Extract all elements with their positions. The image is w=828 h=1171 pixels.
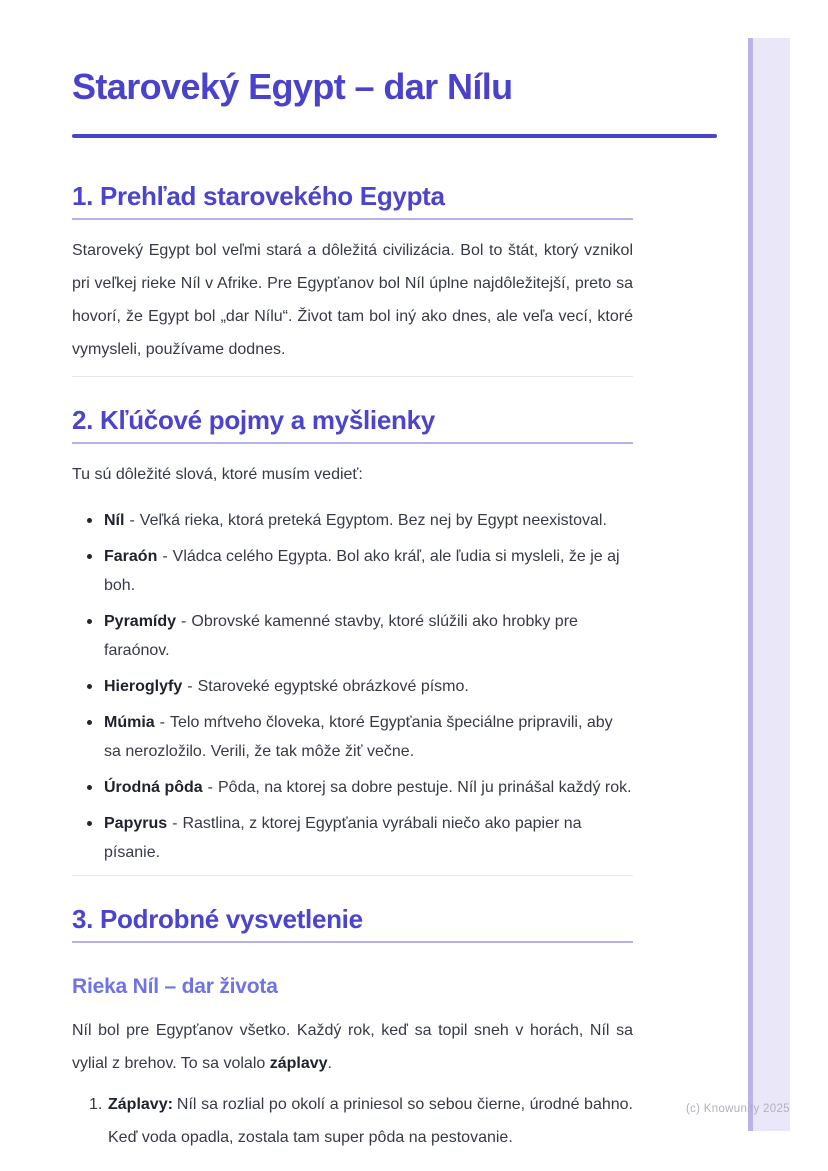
bullet-icon <box>87 684 92 689</box>
list-item <box>72 607 633 665</box>
term-separator: - <box>162 548 168 565</box>
item-number: 1. <box>89 1096 103 1113</box>
bullet-icon <box>87 554 92 559</box>
bold-keyword: záplavy <box>269 1055 328 1072</box>
term-separator: - <box>207 779 213 796</box>
bullet-icon <box>87 821 92 826</box>
term-definition: Staroveké egyptské obrázkové písmo. <box>197 678 469 695</box>
page-title: Staroveký Egypt – dar Nílu <box>72 66 513 107</box>
title-rule <box>72 134 717 138</box>
item-text: Níl sa rozlial po okolí a priniesol so sebou čierne, úrodné bahno. Keď voda opadla, zostala tam super pôda na pestovanie. <box>108 1096 633 1146</box>
section-heading-overview: 1. Prehľad starovekého Egypta <box>72 180 633 220</box>
term-separator: - <box>172 815 178 832</box>
section-details <box>72 903 717 1154</box>
subsection-heading-nile: Rieka Níl – dar života <box>72 975 278 998</box>
term-separator: - <box>129 512 135 529</box>
term-definition: Pôda, na ktorej sa dobre pestuje. Níl ju prinášal každý rok. <box>218 779 632 796</box>
paragraph-text: . <box>327 1055 332 1072</box>
page-edge-strip <box>748 38 790 1131</box>
term-label: Papyrus <box>104 815 168 832</box>
term-separator: - <box>159 714 165 731</box>
list-item <box>72 809 633 867</box>
list-item <box>72 708 633 766</box>
term-definition: Telo mŕtveho človeka, ktoré Egypťania špeciálne pripravili, aby sa nerozložilo. Verili, že tak môže žiť večne. <box>104 714 613 760</box>
numbered-item <box>72 1088 633 1154</box>
term-label: Pyramídy <box>104 613 177 630</box>
term-definition: Vládca celého Egypta. Bol ako kráľ, ale ľudia si mysleli, že je aj boh. <box>104 548 620 594</box>
concepts-list <box>72 506 633 867</box>
term-separator: - <box>187 678 193 695</box>
copyright-watermark: (c) Knowunity 2025 <box>686 1103 790 1115</box>
term-label: Níl <box>104 512 125 529</box>
list-item <box>72 672 633 701</box>
list-item <box>72 542 633 600</box>
details-numbered-list <box>72 1088 633 1154</box>
term-definition: Obrovské kamenné stavby, ktoré slúžili ako hrobky pre faraónov. <box>104 613 578 659</box>
section-divider <box>72 376 633 377</box>
term-definition: Veľká rieka, ktorá preteká Egyptom. Bez nej by Egypt neexistoval. <box>139 512 607 529</box>
term-definition: Rastlina, z ktorej Egypťania vyrábali niečo ako papier na písanie. <box>104 815 582 861</box>
concepts-intro: Tu sú dôležité slová, ktoré musím vedieť: <box>72 466 363 483</box>
term-label: Múmia <box>104 714 155 731</box>
section-divider <box>72 875 633 876</box>
list-item <box>72 506 633 535</box>
bullet-icon <box>87 518 92 523</box>
section-heading-details: 3. Podrobné vysvetlenie <box>72 903 633 943</box>
term-separator: - <box>181 613 187 630</box>
bullet-icon <box>87 619 92 624</box>
section-heading-concepts: 2. Kľúčové pojmy a myšlienky <box>72 404 633 444</box>
overview-paragraph: Staroveký Egypt bol veľmi stará a dôležitá civilizácia. Bol to štát, ktorý vznikol pri veľkej rieke Níl v Afrike. Pre Egypťanov bol Níl úplne najdôležitejší, preto sa hovorí, že Egypt bol „dar Nílu“. Život tam bol iný ako dnes, ale veľa vecí, ktoré vymysleli, používame dodnes. <box>72 242 633 358</box>
item-term: Záplavy: <box>108 1096 173 1113</box>
term-label: Faraón <box>104 548 158 565</box>
list-item <box>72 773 633 802</box>
term-label: Hieroglyfy <box>104 678 183 695</box>
bullet-icon <box>87 720 92 725</box>
bullet-icon <box>87 785 92 790</box>
term-label: Úrodná pôda <box>104 779 203 796</box>
section-concepts <box>72 404 717 876</box>
nile-paragraph <box>72 1014 633 1080</box>
section-overview <box>72 180 717 377</box>
paragraph-text: Níl bol pre Egypťanov všetko. Každý rok, keď sa topil sneh v horách, Níl sa vylial z brehov. To sa volalo <box>72 1022 633 1072</box>
